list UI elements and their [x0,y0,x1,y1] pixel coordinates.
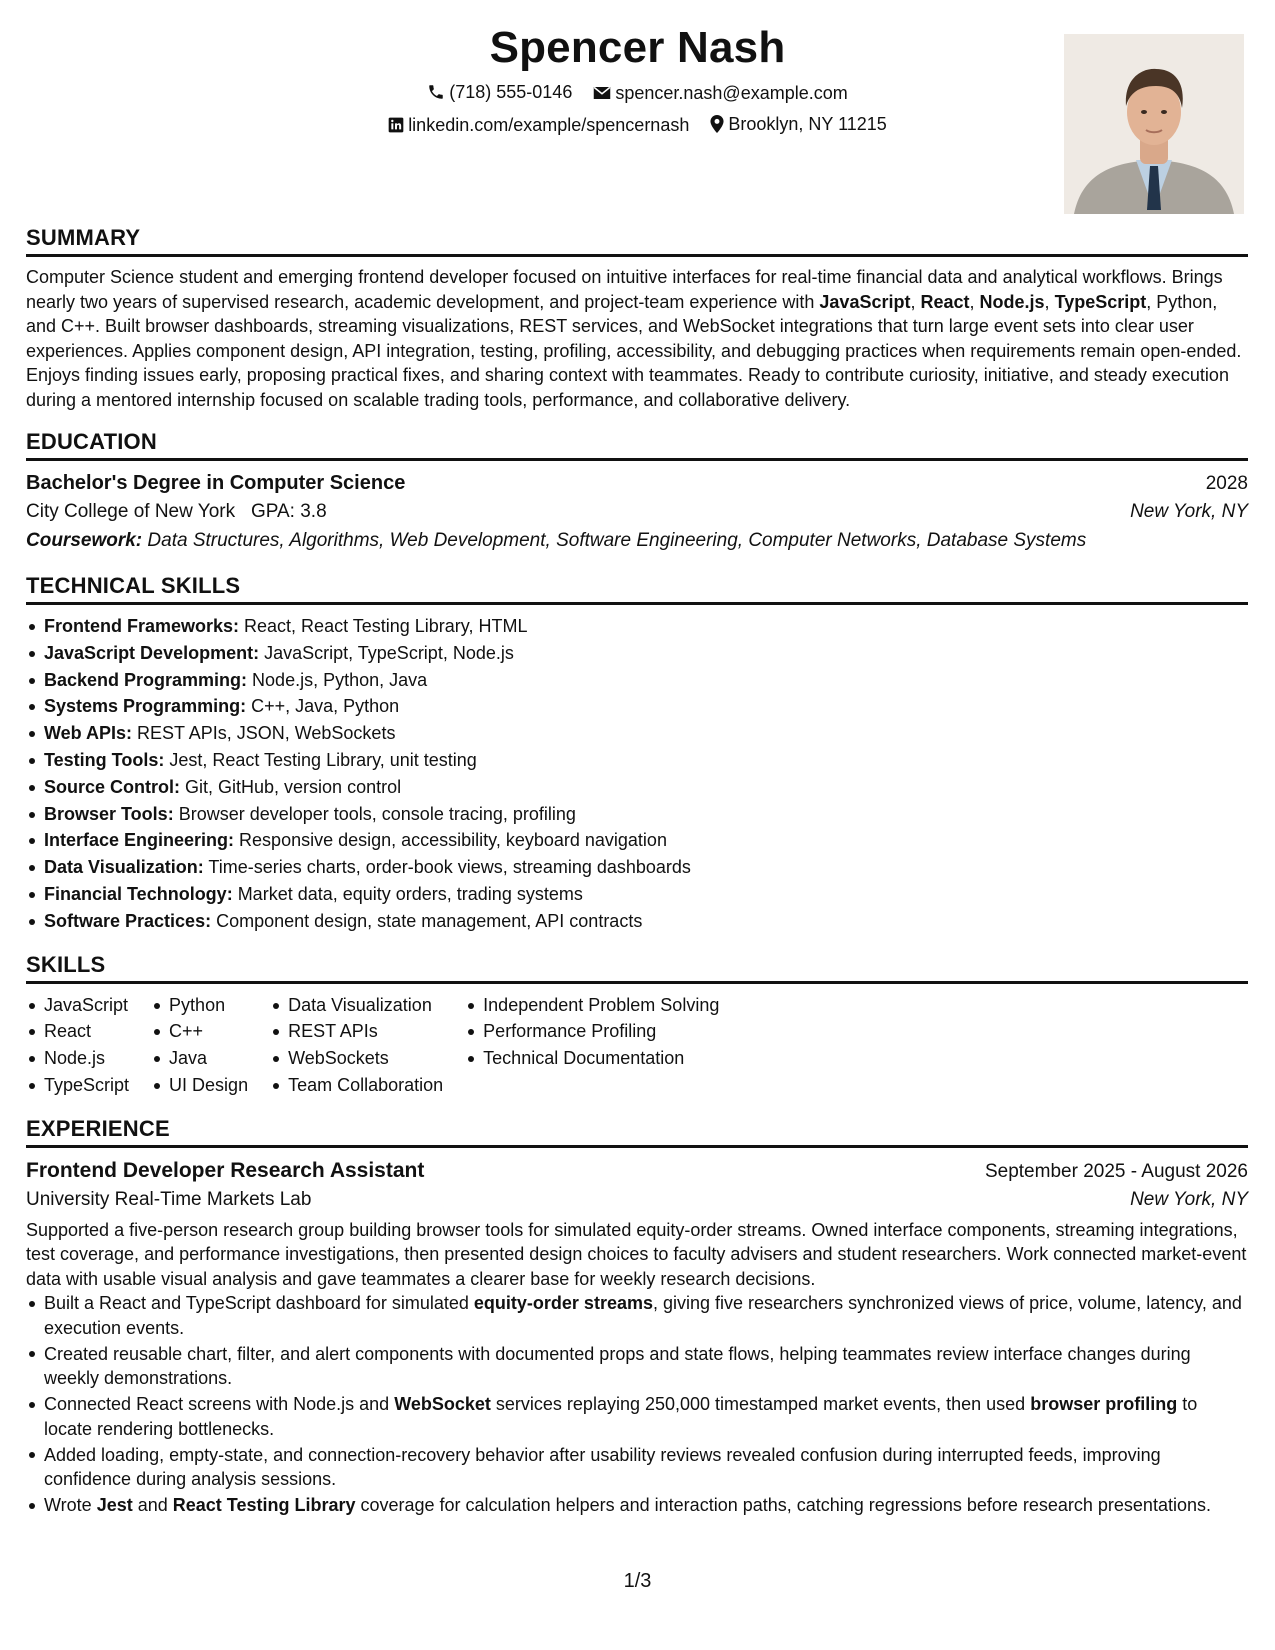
skills-columns [26,992,1248,1099]
list-item: Source Control: Git, GitHub, version control [26,774,1248,801]
skills-section [26,951,1248,1099]
experience-heading: EXPERIENCE [26,1115,1248,1148]
skills-heading: SKILLS [26,951,1248,984]
phone-icon [427,83,445,101]
technical-skills-list [26,613,1248,935]
location-text: Brooklyn, NY 11215 [728,114,887,134]
job-dates: September 2025 - August 2026 [984,1160,1248,1182]
school-location: New York, NY [1130,501,1248,522]
list-item: Built a React and TypeScript dashboard for simulated equity-order streams, giving five researchers synchronized views of price, volume, latency, and execution events. [26,1291,1248,1340]
list-item: Performance Profiling [465,1018,719,1045]
phone-text: (718) 555-0146 [449,82,573,102]
resume-header [0,22,1275,222]
experience-section [26,1115,1248,1518]
location-contact [710,112,886,136]
job-location: New York, NY [1130,1188,1248,1210]
list-item: Team Collaboration [270,1072,443,1099]
list-item: Data Visualization [270,992,443,1019]
summary-text: Computer Science student and emerging frontend developer focused on intuitive interfaces for real-time financial data and analytical workflows. Brings nearly two years of supervised research, academic development, and project-team experience with JavaScript, React, Node.js, TypeScript, Python, and C++. Built browser dashboards, streaming visualizations, REST services, and WebSocket integrations that turn large event sets into clear user experiences. Applies component design, API integration, testing, profiling, accessibility, and debugging practices when requirements remain open-ended. Enjoys finding issues early, proposing practical fixes, and sharing context with teammates. Ready to contribute curiosity, initiative, and steady execution during a mentored internship focused on scalable trading tools, performance, and collaborative delivery. [26,267,1242,410]
linkedin-text: linkedin.com/example/spencernash [408,115,690,135]
summary-section [26,224,1248,412]
list-item: Wrote Jest and React Testing Library coverage for calculation helpers and interaction paths, catching regressions before research presentations. [26,1493,1248,1518]
list-item: Technical Documentation [465,1045,719,1072]
envelope-icon [593,85,611,101]
list-item: JavaScript [26,992,129,1019]
job-bullets [26,1291,1248,1518]
list-item: Interface Engineering: Responsive design, accessibility, keyboard navigation [26,827,1248,854]
page-number: 1/3 [623,1570,652,1592]
resume-body [26,224,1248,1534]
coursework-list: Data Structures, Algorithms, Web Development, Software Engineering, Computer Networks, Database Systems [142,530,1087,551]
list-item: REST APIs [270,1018,443,1045]
list-item: Web APIs: REST APIs, JSON, WebSockets [26,720,1248,747]
gpa: GPA: 3.8 [250,501,327,522]
list-item: Financial Technology: Market data, equity orders, trading systems [26,881,1248,908]
job-description: Supported a five-person research group building browser tools for simulated equity-order streams. Owned interface components, streaming integrations, test coverage, and performance investigations, then presented design choices to faculty advisers and student researchers. Work connected market-event data with usable visual analysis and gave teammates a clearer base for weekly research decisions. [26,1219,1247,1289]
list-item: WebSockets [270,1045,443,1072]
school-row [26,498,1248,526]
job-title: Frontend Developer Research Assistant [26,1158,425,1182]
list-item: Independent Problem Solving [465,992,719,1019]
list-item: Created reusable chart, filter, and alert components with documented props and state flows, helping teammates review interface changes during weekly demonstrations. [26,1342,1248,1391]
email-contact[interactable] [593,81,847,105]
list-item: C++ [151,1018,248,1045]
linkedin-icon [388,117,404,133]
list-item: Connected React screens with Node.js and WebSocket services replaying 250,000 timestamped market events, then used browser profiling to locate rendering bottlenecks. [26,1392,1248,1441]
coursework-label: Coursework: [26,530,143,551]
coursework [26,526,1248,556]
school-name: City College of New York [26,501,236,522]
list-item: Data Visualization: Time-series charts, order-book views, streaming dashboards [26,854,1248,881]
list-item: Systems Programming: C++, Java, Python [26,693,1248,720]
summary-heading: SUMMARY [26,224,1248,257]
list-item: Frontend Frameworks: React, React Testing Library, HTML [26,613,1248,640]
school-info [26,498,327,526]
technical-skills-section [26,572,1248,935]
list-item: React [26,1018,129,1045]
candidate-name: Spencer Nash [489,23,786,72]
degree-row [26,469,1248,498]
technical-skills-heading: TECHNICAL SKILLS [26,572,1248,605]
skills-column-1 [26,992,129,1099]
email-text: spencer.nash@example.com [615,83,848,103]
list-item: TypeScript [26,1072,129,1099]
list-item: Backend Programming: Node.js, Python, Java [26,667,1248,694]
graduation-year: 2028 [1205,473,1248,494]
skills-column-2 [151,992,248,1099]
list-item: Java [151,1045,248,1072]
list-item: UI Design [151,1072,248,1099]
list-item: Added loading, empty-state, and connection-recovery behavior after usability reviews revealed confusion during interrupted feeds, improving confidence during analysis sessions. [26,1443,1248,1492]
list-item: Node.js [26,1045,129,1072]
phone-contact[interactable] [427,80,572,104]
degree-title: Bachelor's Degree in Computer Science [26,472,406,494]
list-item: Testing Tools: Jest, React Testing Library, unit testing [26,747,1248,774]
linkedin-contact[interactable] [388,113,689,137]
job-organization: University Real-Time Markets Lab [26,1188,312,1210]
list-item: Python [151,992,248,1019]
education-section [26,428,1248,556]
skills-column-3 [270,992,443,1099]
list-item: JavaScript Development: JavaScript, TypeScript, Node.js [26,640,1248,667]
list-item: Browser Tools: Browser developer tools, console tracing, profiling [26,801,1248,828]
skills-column-4 [465,992,719,1099]
job-header-row [26,1156,1248,1186]
job-org-row [26,1186,1248,1214]
profile-photo [1064,34,1244,214]
education-heading: EDUCATION [26,428,1248,461]
list-item: Software Practices: Component design, state management, API contracts [26,908,1248,935]
map-pin-icon [710,115,724,133]
